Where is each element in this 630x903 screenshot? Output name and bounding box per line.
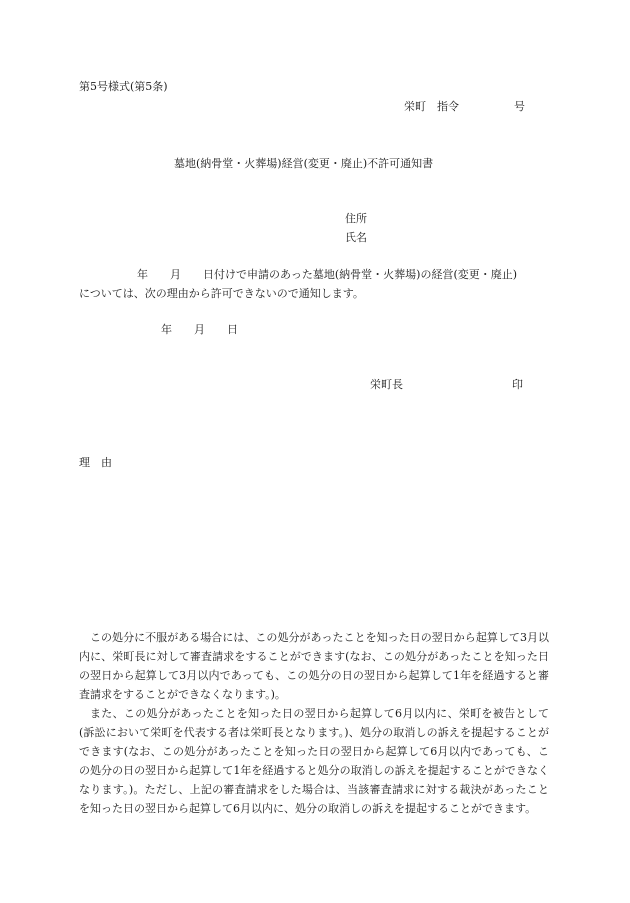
appeal-notice-paragraph-1: この処分に不服がある場合には、この処分があったことを知った日の翌日から起算して3月以内に、栄町長に対して審査請求をすることができます(なお、この処分があったことを知った日の翌日から起算して3月以内であっても、この処分の日の翌日から起算して1年を経過すると審査請求をすることができなくなります。)。 [79, 631, 549, 701]
body-text-line-1: 年 月 日付けで申請のあった墓地(納骨堂・火葬場)の経営(変更・廃止) [137, 268, 518, 281]
issuer-reference: 栄町 指令 号 [404, 100, 525, 113]
mayor-label: 栄町長 [370, 378, 403, 391]
seal-label: 印 [512, 378, 523, 391]
document-title: 墓地(納骨堂・火葬場)経営(変更・廃止)不許可通知書 [174, 157, 434, 170]
recipient-address-label: 住所 [345, 212, 367, 225]
recipient-name-label: 氏名 [345, 231, 367, 244]
body-text-line-2: については、次の理由から許可できないので通知します。 [79, 287, 364, 300]
reason-label: 理 由 [79, 456, 112, 469]
form-number: 第5号様式(第5条) [79, 80, 168, 93]
appeal-notice [79, 628, 549, 818]
appeal-notice-paragraph-2: また、この処分があったことを知った日の翌日から起算して6月以内に、栄町を被告として(訴訟において栄町を代表する者は栄町長となります。)、処分の取消しの訴えを提起することができます(なお、この処分があったことを知った日の翌日から起算して6月以内であっても、この処分の日の翌日から起算して1年を経過すると処分の取消しの訴えを提起することができなくなります。)。ただし、上記の審査請求をした場合は、当該審査請求に対する裁決があったことを知った日の翌日から起算して6月以内に、処分の取消しの訴えを提起することができます。 [79, 707, 549, 815]
date-line: 年 月 日 [161, 323, 238, 336]
